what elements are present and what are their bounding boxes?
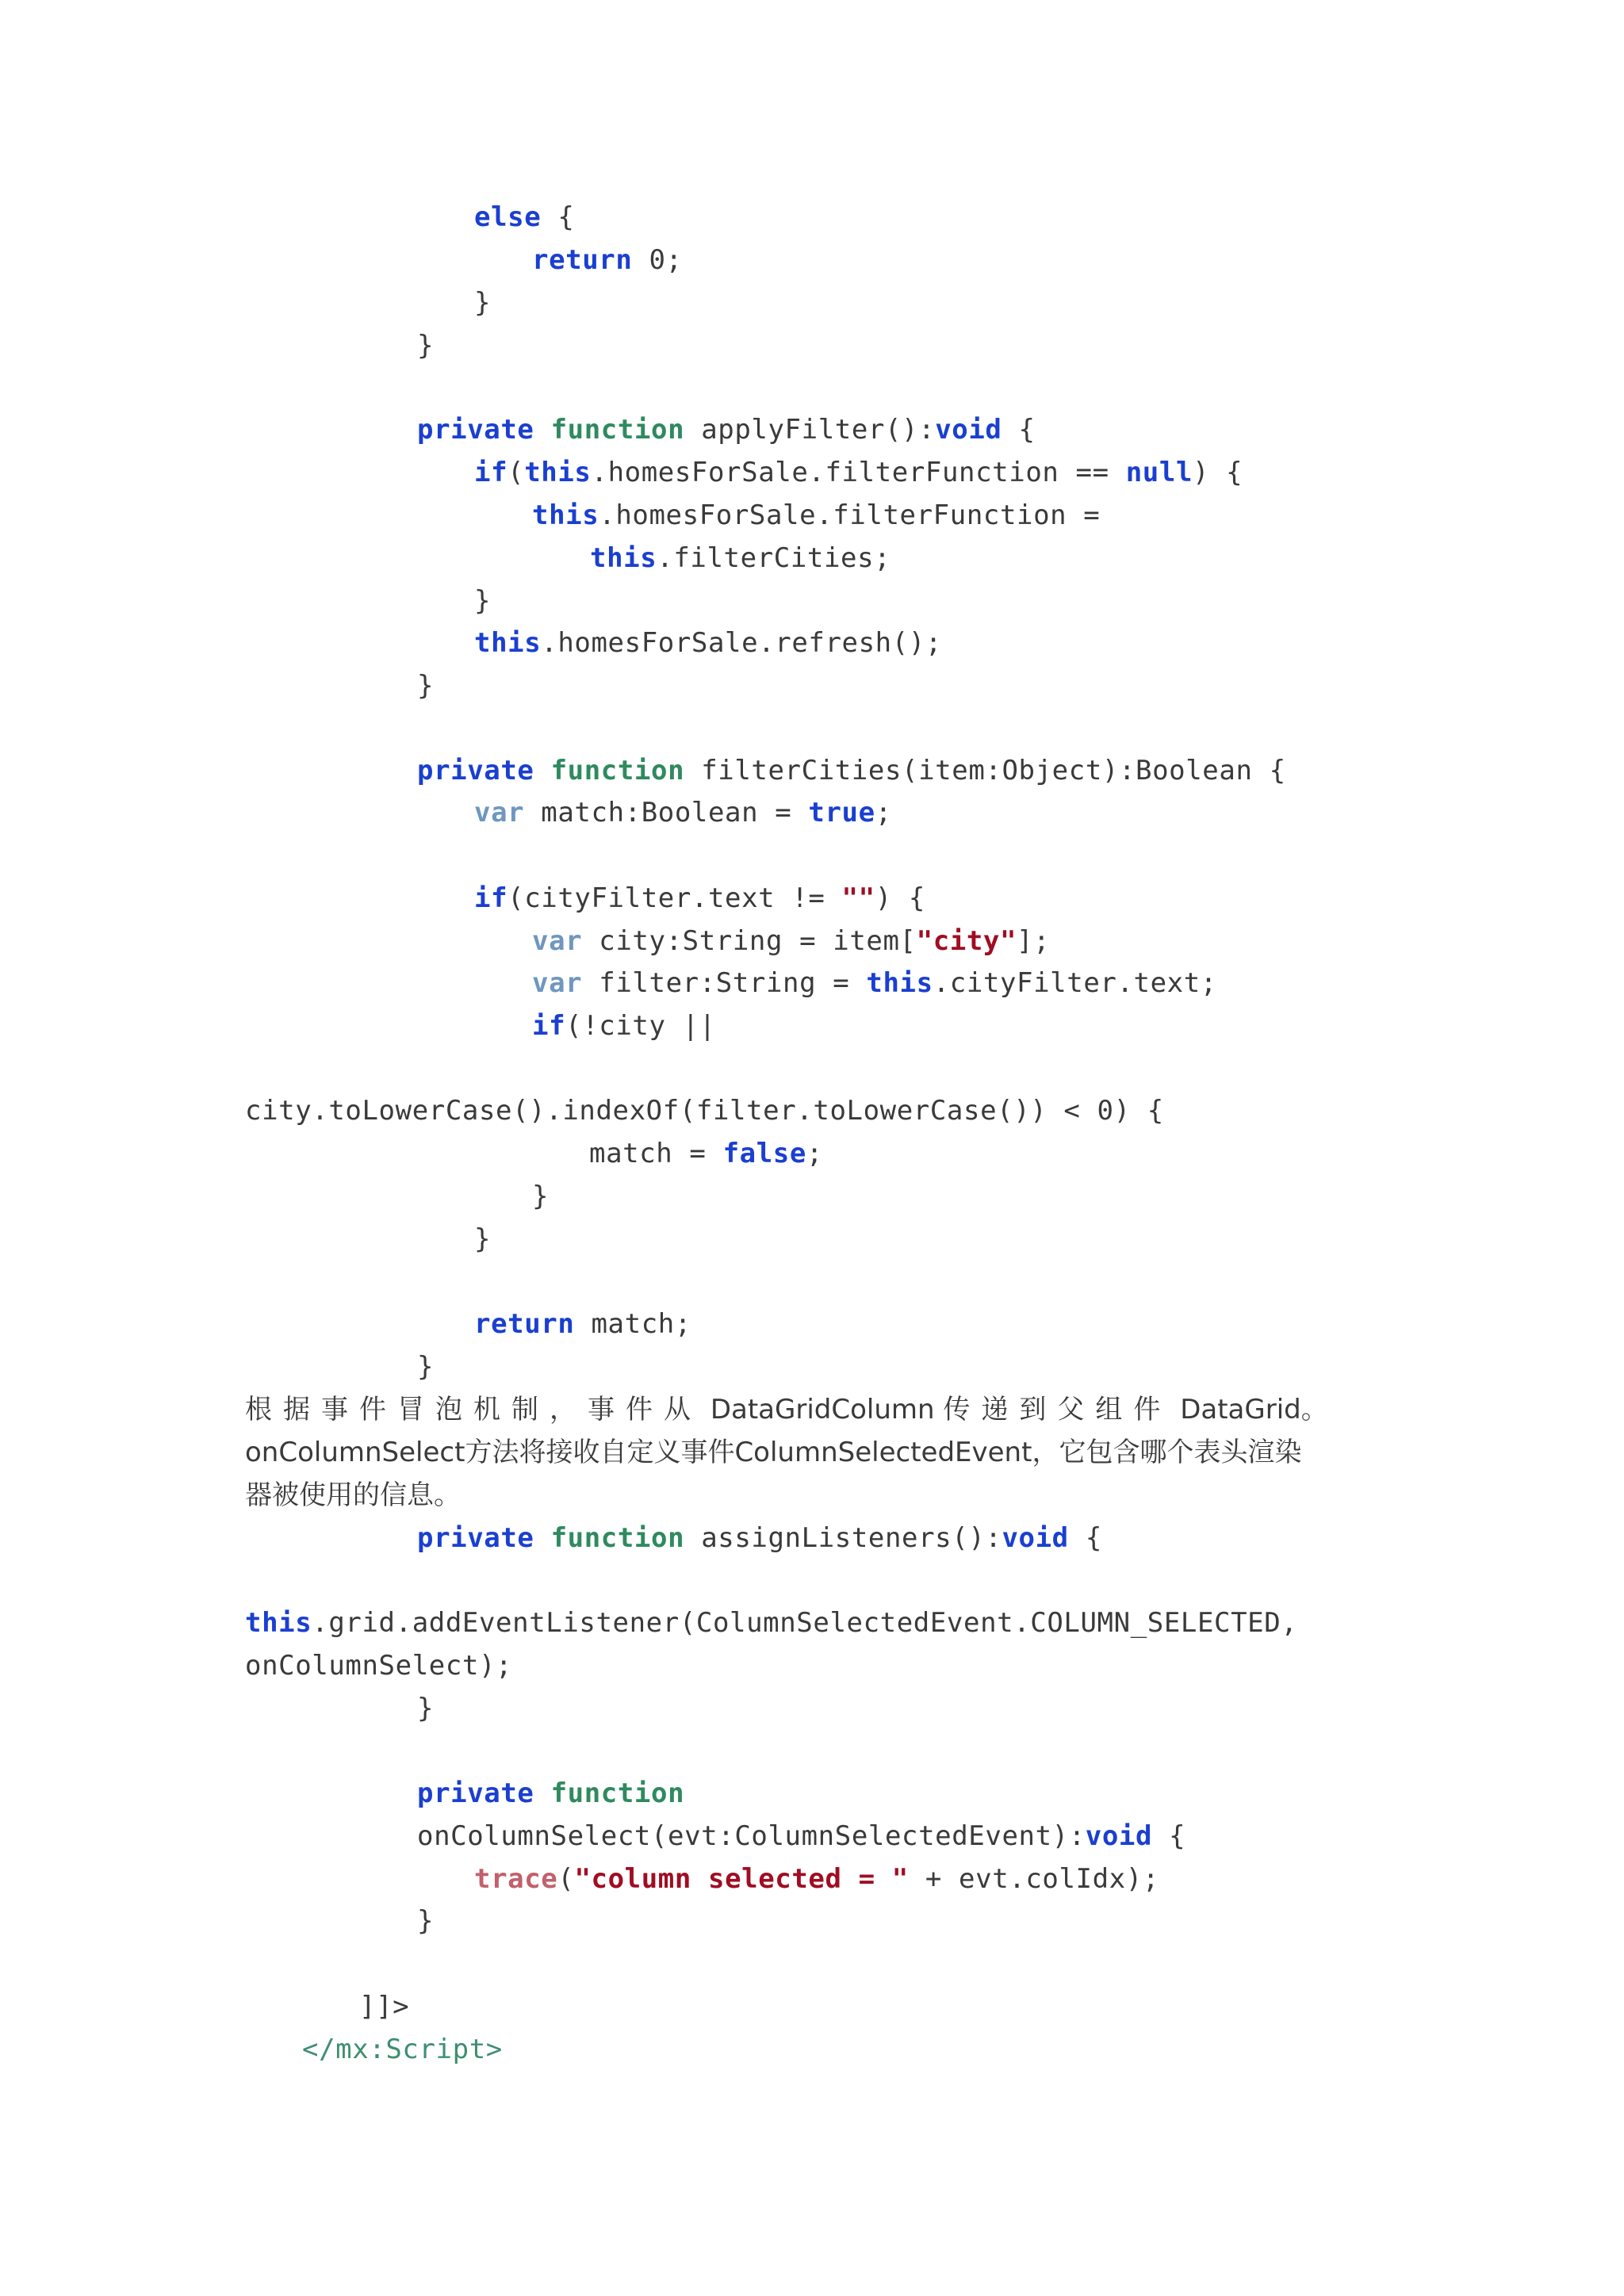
- code-function-keyword: function: [550, 1522, 685, 1554]
- code-var-keyword: var: [532, 967, 583, 999]
- code-line: [474, 196, 574, 239]
- code-line: [589, 1132, 823, 1175]
- code-text: onColumnSelect);: [245, 1650, 513, 1682]
- code-text: }: [417, 330, 435, 362]
- code-line: [359, 1985, 409, 2028]
- code-line: [474, 451, 1243, 494]
- code-text: {: [541, 201, 575, 233]
- code-text: city:String = item[: [582, 925, 917, 957]
- code-text: ) {: [875, 882, 925, 914]
- code-text: (: [508, 457, 525, 488]
- code-text: filterCities(item:Object):Boolean {: [684, 755, 1286, 786]
- code-line: [474, 1858, 1159, 1900]
- paragraph-code-term: DataGrid: [1180, 1394, 1301, 1425]
- code-keyword: void: [935, 414, 1002, 446]
- code-text: }: [474, 287, 492, 319]
- code-text: .homesForSale.filterFunction =: [599, 499, 1101, 531]
- code-text: match =: [589, 1138, 723, 1169]
- code-text: onColumnSelect(evt:ColumnSelectedEvent):: [417, 1820, 1086, 1852]
- code-line: [417, 324, 434, 367]
- code-keyword: return: [532, 244, 633, 276]
- code-text: }: [417, 1351, 435, 1383]
- code-text: ]]>: [359, 1991, 410, 2022]
- code-keyword: private: [417, 1522, 534, 1554]
- code-line: [417, 749, 1286, 792]
- paragraph-line: [245, 1474, 461, 1517]
- code-text: (cityFilter.text !=: [508, 882, 842, 914]
- code-trace-call: trace: [474, 1863, 558, 1895]
- code-line: [417, 664, 434, 707]
- code-keyword: void: [1085, 1820, 1153, 1852]
- code-text: + evt.colIdx);: [908, 1863, 1159, 1895]
- code-keyword: else: [474, 201, 542, 233]
- code-text: }: [417, 1693, 435, 1724]
- code-line: [474, 281, 491, 324]
- code-line: [302, 2028, 503, 2071]
- code-text: .homesForSale.filterFunction ==: [591, 457, 1126, 488]
- code-keyword: private: [417, 755, 534, 786]
- code-line: [474, 580, 491, 622]
- code-keyword: false: [722, 1138, 806, 1169]
- code-keyword: private: [417, 414, 534, 446]
- code-keyword: this: [524, 457, 592, 488]
- code-line: [245, 1601, 1297, 1644]
- code-text: assignListeners():: [684, 1522, 1002, 1554]
- code-keyword: this: [532, 499, 599, 531]
- code-line: [532, 920, 1050, 962]
- code-function-keyword: function: [550, 414, 685, 446]
- code-text: .homesForSale.refresh();: [541, 627, 942, 659]
- paragraph-code-term: DataGridColumn: [710, 1394, 935, 1425]
- paragraph-text: 。: [1300, 1394, 1328, 1425]
- code-line: [417, 1687, 434, 1730]
- code-line: [417, 408, 1036, 451]
- code-keyword: if: [474, 882, 508, 914]
- code-text: match:Boolean =: [524, 797, 809, 828]
- code-text: .cityFilter.text;: [933, 967, 1217, 999]
- code-line: [532, 1004, 716, 1047]
- code-line: [417, 1900, 434, 1942]
- code-line: [245, 1089, 1164, 1132]
- code-keyword: return: [474, 1308, 575, 1340]
- paragraph-text: 传递到父组件: [943, 1394, 1172, 1425]
- code-keyword: this: [245, 1607, 312, 1639]
- code-text: ];: [1017, 925, 1051, 957]
- code-line: [532, 494, 1100, 537]
- code-text: applyFilter():: [684, 414, 936, 446]
- code-string: "city": [916, 925, 1017, 957]
- code-var-keyword: var: [532, 925, 583, 957]
- code-line: [474, 1218, 491, 1261]
- code-line: [474, 877, 925, 920]
- code-text: ;: [806, 1138, 823, 1169]
- code-keyword: if: [474, 457, 508, 488]
- code-text: ) {: [1193, 457, 1243, 488]
- code-text: .filterCities;: [657, 542, 891, 574]
- code-text: match;: [574, 1308, 691, 1340]
- code-keyword: if: [532, 1010, 566, 1042]
- code-line: [417, 1345, 434, 1388]
- code-text: .grid.addEventListener(ColumnSelectedEvent.COLUMN_SELECTED,: [312, 1607, 1298, 1639]
- code-function-keyword: function: [550, 1777, 685, 1809]
- code-keyword: private: [417, 1777, 534, 1809]
- code-string: "": [841, 882, 875, 914]
- code-keyword: this: [474, 627, 542, 659]
- code-line: [532, 239, 683, 281]
- code-text: city.toLowerCase().indexOf(filter.toLowerCase()) < 0) {: [245, 1095, 1164, 1127]
- code-keyword: null: [1125, 457, 1193, 488]
- code-line: [590, 537, 891, 580]
- code-string: "column selected = ": [574, 1863, 909, 1895]
- paragraph-line: [245, 1431, 1301, 1474]
- code-line: [245, 1644, 512, 1687]
- paragraph-text: 根据事件冒泡机制，事件从: [245, 1394, 702, 1425]
- code-text: }: [417, 670, 435, 702]
- code-line: [532, 1175, 549, 1218]
- code-keyword: this: [590, 542, 657, 574]
- code-function-keyword: function: [550, 755, 685, 786]
- paragraph-text: onColumnSelect方法将接收自定义事件ColumnSelectedEvent，它包含哪个表头渲染: [245, 1437, 1302, 1468]
- code-closing-tag: </mx:Script>: [302, 2034, 503, 2065]
- code-text: {: [1002, 414, 1036, 446]
- code-var-keyword: var: [474, 797, 525, 828]
- code-text: {: [1152, 1820, 1186, 1852]
- code-line: [532, 962, 1217, 1004]
- paragraph-text: 器被使用的信息。: [245, 1479, 461, 1511]
- paragraph-line: [245, 1388, 1328, 1431]
- code-line: [417, 1517, 1102, 1559]
- code-text: filter:String =: [582, 967, 867, 999]
- code-text: }: [532, 1181, 550, 1212]
- code-keyword: void: [1002, 1522, 1069, 1554]
- code-text: 0;: [632, 244, 683, 276]
- code-keyword: true: [808, 797, 875, 828]
- code-text: }: [474, 1223, 492, 1255]
- code-text: ;: [875, 797, 892, 828]
- code-text: (!city ||: [565, 1010, 716, 1042]
- code-text: (: [557, 1863, 575, 1895]
- code-line: [474, 791, 892, 834]
- code-text: }: [417, 1905, 435, 1937]
- code-text: }: [474, 585, 492, 617]
- code-line: [474, 622, 942, 664]
- code-line: [417, 1815, 1185, 1858]
- code-line: [474, 1303, 691, 1345]
- code-keyword: this: [866, 967, 933, 999]
- code-text: {: [1068, 1522, 1102, 1554]
- code-line: [417, 1772, 684, 1815]
